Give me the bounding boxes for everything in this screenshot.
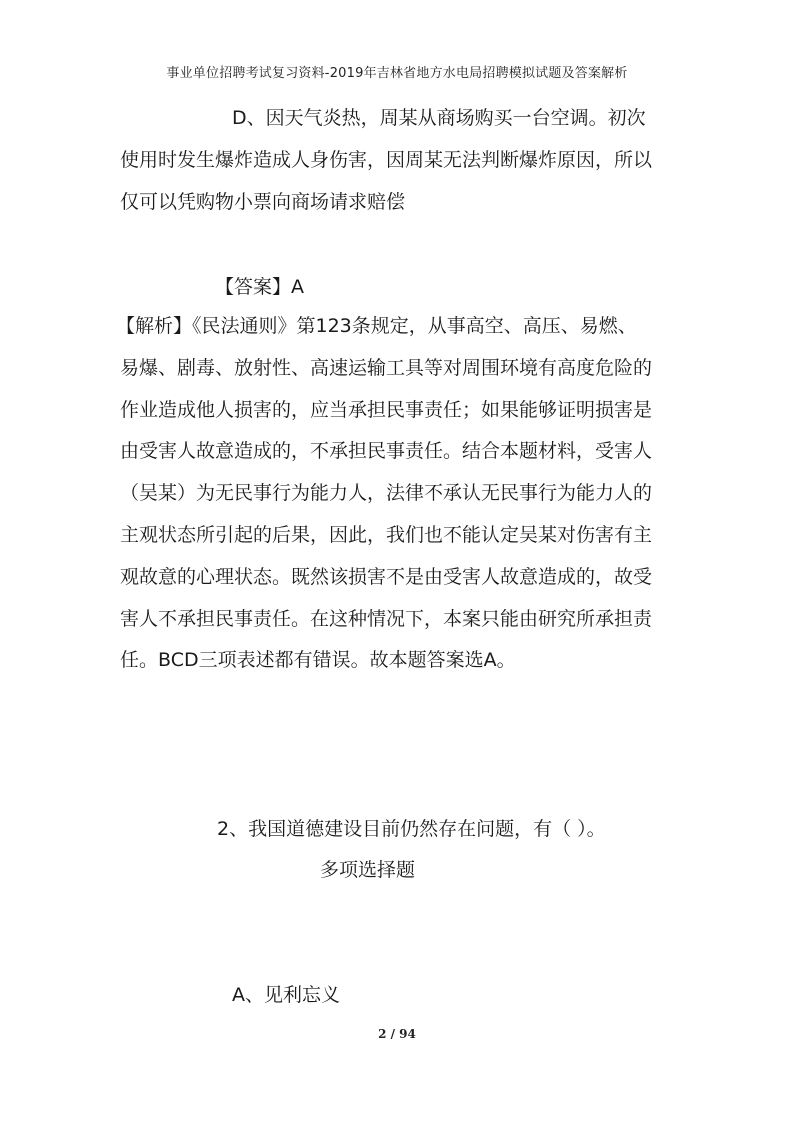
- question-2-option-a: A、见利忘义: [232, 984, 340, 1006]
- question-2-type: 多项选择题: [320, 859, 416, 881]
- analysis-line: 由受害人故意造成的，不承担民事责任。结合本题材料，受害人: [120, 440, 653, 463]
- option-d-line: 使用时发生爆炸造成人身伤害，因周某无法判断爆炸原因，所以: [120, 148, 653, 171]
- option-d-line: D、因天气炎热，周某从商场购买一台空调。初次: [232, 107, 646, 129]
- analysis-line: （吴某）为无民事行为能力人，法律不承认无民事行为能力人的: [120, 482, 653, 505]
- analysis-line: 【解析】《民法通则》第123条规定，从事高空、高压、易燃、: [116, 315, 637, 337]
- option-d-paragraph: [120, 98, 676, 223]
- question-2-stem: 2、我国道德建设目前仍然存在问题，有（ ）。: [217, 818, 606, 840]
- analysis-line: 主观状态所引起的后果，因此，我们也不能认定吴某对伤害有主: [120, 523, 653, 546]
- document-header: 事业单位招聘考试复习资料-2019年吉林省地方水电局招聘模拟试题及答案解析: [166, 66, 628, 81]
- analysis-line: 害人不承担民事责任。在这种情况下，本案只能由研究所承担责: [120, 607, 653, 630]
- analysis-line: 易爆、剧毒、放射性、高速运输工具等对周围环境有高度危险的: [120, 356, 653, 379]
- page-number: 2 / 94: [378, 1027, 416, 1041]
- option-d-line: 仅可以凭购物小票向商场请求赔偿: [120, 190, 406, 213]
- analysis-line: 任。BCD三项表述都有错误。故本题答案选A。: [120, 649, 516, 672]
- analysis-line: 作业造成他人损害的，应当承担民事责任；如果能够证明损害是: [120, 398, 653, 421]
- answer-label: 【答案】A: [215, 276, 304, 298]
- analysis-line: 观故意的心理状态。既然该损害不是由受害人故意造成的，故受: [120, 565, 653, 588]
- analysis-paragraph: [116, 306, 676, 682]
